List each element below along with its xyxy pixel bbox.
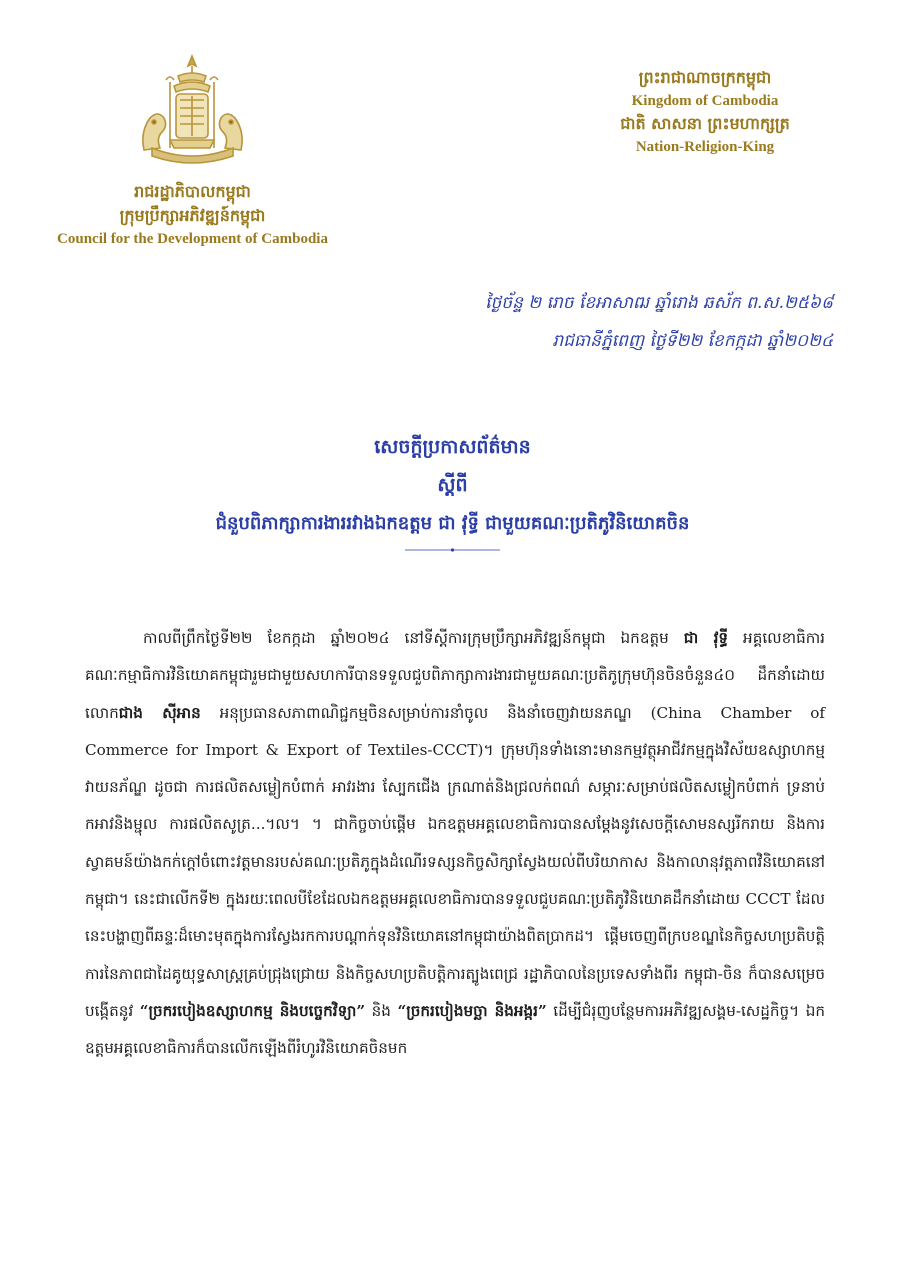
delegation-leader-name: ជាង ស៊ីអាន <box>118 703 201 722</box>
document-date <box>485 284 833 360</box>
body-text-part: ដើម្បីជំរុញបន្ថែមការអភិវឌ្ឍសង្គម-សេដ្ឋកិច្ច។ ឯកឧត្តមអគ្គលេខាធិការក៏បានលើកឡើងពីរំហូរវិនិយោគចិនមក <box>85 1001 826 1058</box>
lunar-date: ថ្ងៃច័ន្ទ ២ រោច ខែអាសាឍ ឆ្នាំរោង ឆស័ក ព.ស.២៥៦៨ <box>485 293 833 313</box>
motto-khmer: ជាតិ សាសនា ព្រះមហាក្សត្រ <box>620 114 790 133</box>
body-text-part: អនុប្រធានសភាពាណិជ្ជកម្មចិនសម្រាប់ការនាំចូល និងនាំចេញវាយនភណ្ឌ (China Chamber of Commerce for Import & Export of Textiles-CCCT)។ ក្រុមហ៊ុនទាំងនោះមានកម្មវត្ថុអាជីវកម្មក្នុងវិស័យឧស្សាហកម្មវាយនភ័ណ្ឌ ដូចជា ការផលិតសម្លៀកបំពាក់ អាវរងារ ស្បែកជើង ក្រណាត់និងជ្រលក់ពណ៌ សម្ភារៈសម្រាប់ផលិតសម្លៀកបំពាក់ ទ្រនាប់កអាវនិងម្ជុល ការផលិតសូត្រ...។ល។ ។ ជាកិច្ចចាប់ផ្តើម ឯកឧត្តមអគ្គលេខាធិការបានសម្តែងនូវសេចក្តីសោមនស្សរីករាយ និងការស្វាគមន៍យ៉ាងកក់ក្តៅចំពោះវត្តមានរបស់គណៈប្រតិភូក្នុងដំណើរទស្សនកិច្ចសិក្សាស្វែងយល់ពីបរិយាកាស និងកាលានុវត្តភាពវិនិយោគនៅកម្ពុជា។ នេះជាលើកទី២ ក្នុងរយៈពេលបីខែដែលឯកឧត្តមអគ្គលេខាធិការបានទទួលជួបគណៈប្រតិភូវិនិយោគដឹកនាំដោយ CCCT ដែលនេះបង្ហាញពីឆន្ទៈដ៏មោះមុតក្នុងការស្វែងរកការបណ្តាក់ទុនវិនិយោគនៅកម្ពុជាយ៉ាងពិតប្រាកដ។ ផ្តើមចេញពីក្របខណ្ឌនៃកិច្ចសហប្រតិបត្តិការនៃភាពជាដៃគូយុទ្ធសាស្ត្រគ្រប់ជ្រុងជ្រោយ និងកិច្ចសហប្រតិបត្តិការត្បូងពេជ្រ រដ្ឋាភិបាលនៃប្រទេសទាំងពីរ កម្ពុជា-ចិន ក៏បានសម្រេចបង្កើតនូវ <box>85 703 826 1020</box>
kingdom-header <box>585 66 825 158</box>
title-regarding: ស្តីពី <box>437 474 468 496</box>
kingdom-name-english: Kingdom of Cambodia <box>631 93 779 109</box>
council-name-khmer: ក្រុមប្រឹក្សាអភិវឌ្ឍន៍កម្ពុជា <box>119 206 266 225</box>
government-name: រាជរដ្ឋាភិបាលកម្ពុជា <box>134 182 251 201</box>
official-name: ជា វុទ្ធី <box>683 629 729 647</box>
issuing-authority-header <box>20 180 365 250</box>
title-press-release: សេចក្តីប្រកាសព័ត៌មាន <box>374 436 531 458</box>
corridor-fish-rice: “ច្រករបៀងមច្ឆា និងអង្ករ” <box>397 1001 547 1020</box>
solar-date: រាជធានីភ្នំពេញ ថ្ងៃទី២២ ខែកក្កដា ឆ្នាំ២០២៤ <box>552 331 833 351</box>
royal-emblem-icon <box>130 52 255 170</box>
title-subject: ជំនួបពិភាក្សាការងាររវាងឯកឧត្តម ជា វុទ្ធី ជាមួយគណៈប្រតិភូវិនិយោគចិន <box>215 513 690 534</box>
body-text-part: អគ្គលេខាធិការគណៈកម្មាធិការវិនិយោគកម្ពុជារួមជាមួយសហការីបានទទួលជួបពិភាក្សាការងារជាមួយគណៈប្រតិភូក្រុមហ៊ុនចិនចំនួន៤០ ដឹកនាំដោយលោក <box>85 629 825 722</box>
document-title <box>0 428 905 544</box>
title-divider-ornament <box>405 547 500 553</box>
body-text-part: កាលពីព្រឹកថ្ងៃទី២២ ខែកក្កដា ឆ្នាំ២០២៤ នៅទីស្តីការក្រុមប្រឹក្សាអភិវឌ្ឍន៍កម្ពុជា ឯកឧត្តម <box>143 629 684 647</box>
kingdom-name-khmer: ព្រះរាជាណាចក្រកម្ពុជា <box>638 68 772 87</box>
body-paragraph <box>85 620 825 1068</box>
council-name-english: Council for the Development of Cambodia <box>57 231 328 247</box>
motto-english: Nation-Religion-King <box>635 139 775 155</box>
corridor-industry-technology: “ច្រករបៀងឧស្សាហកម្ម និងបច្ចេកវិទ្យា” <box>139 1001 366 1020</box>
body-text-part: និង <box>365 1001 398 1020</box>
